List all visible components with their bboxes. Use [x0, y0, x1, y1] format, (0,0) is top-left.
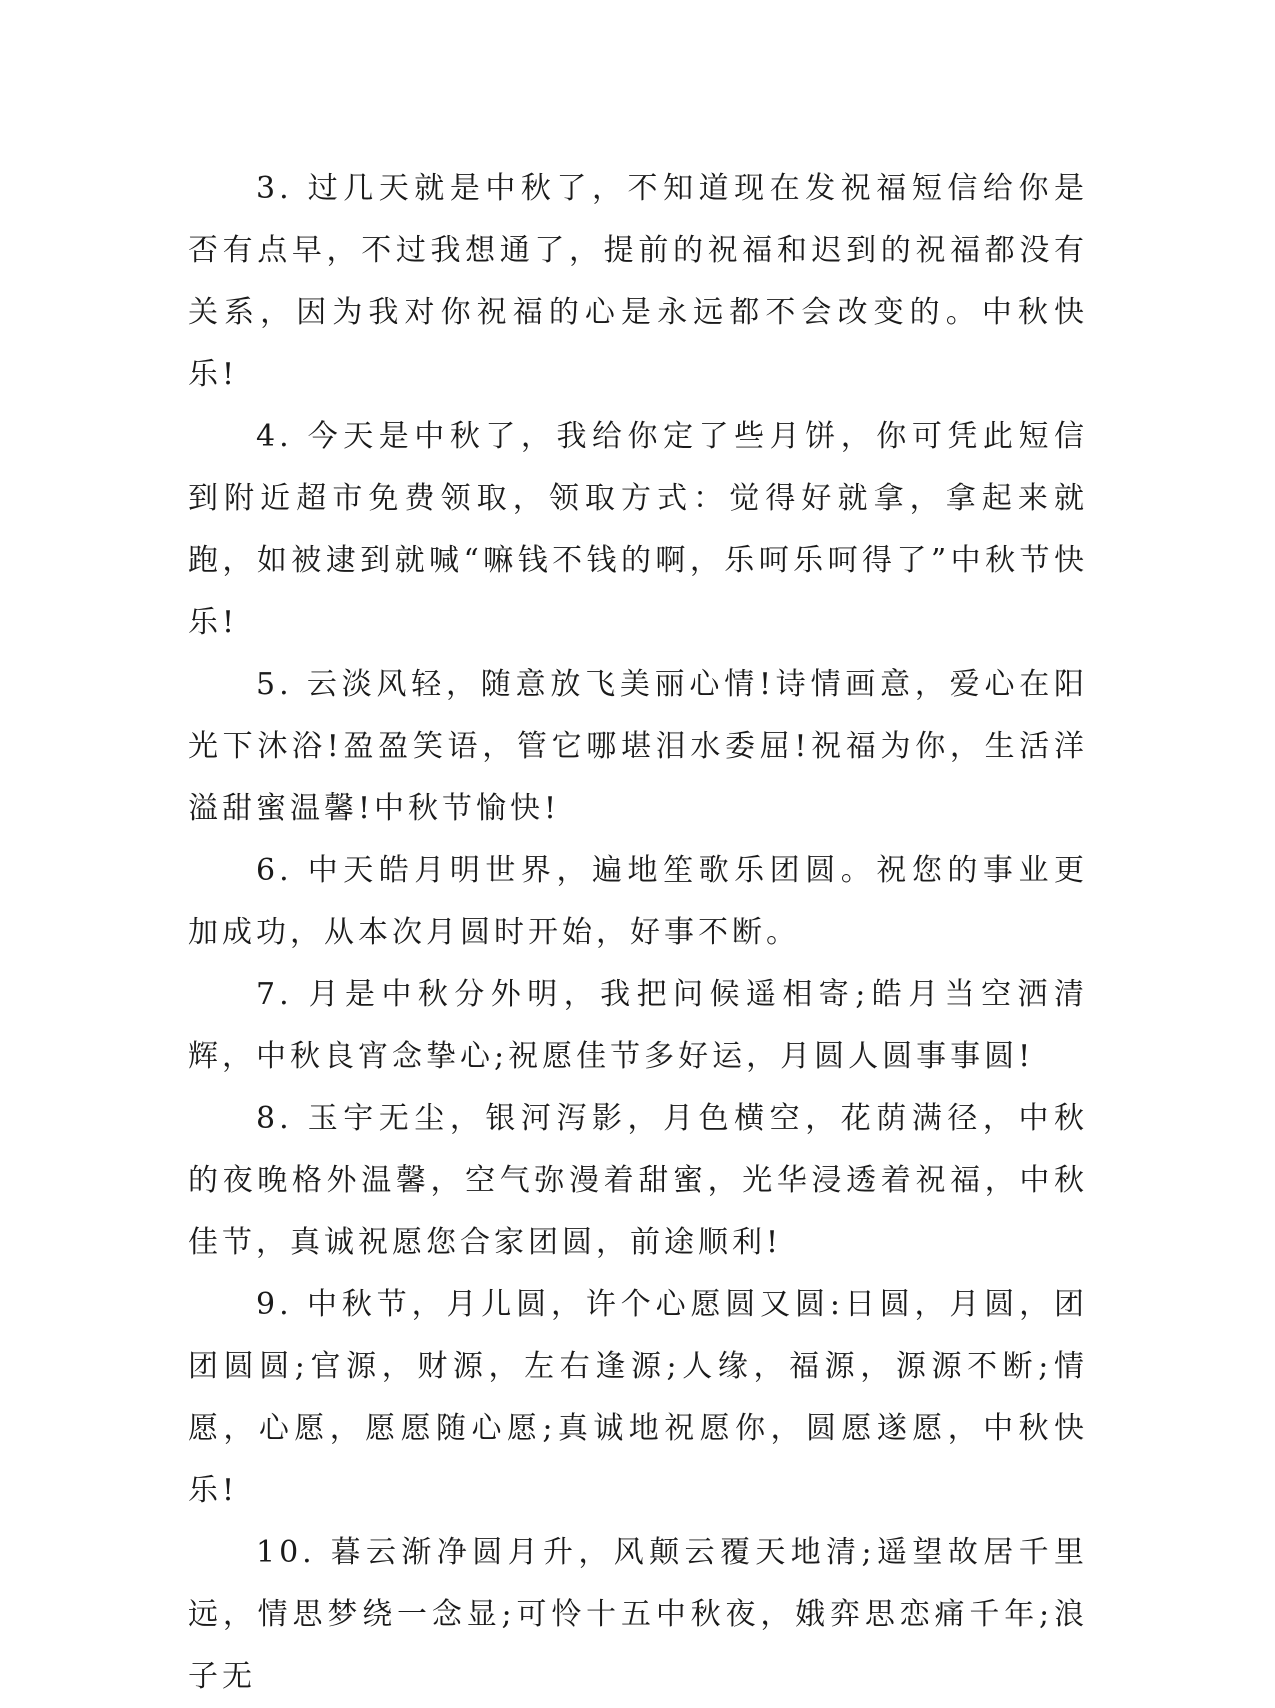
paragraph-10: 10. 暮云渐净圆月升，风颠云覆天地清;遥望故居千里远，情思梦绕一念显;可怜十五中秋夜，娥弈思恋痛千年;浪子无 [188, 1535, 1088, 1694]
paragraph-9: 9. 中秋节，月儿圆，许个心愿圆又圆:日圆，月圆，团团圆圆;官源，财源，左右逢源;人缘，福源，源源不断;情愿，心愿，愿愿随心愿;真诚地祝愿你，圆愿遂愿，中秋快乐! [188, 1287, 1088, 1508]
paragraph-3: 3. 过几天就是中秋了，不知道现在发祝福短信给你是否有点早，不过我想通了，提前的祝福和迟到的祝福都没有关系，因为我对你祝福的心是永远都不会改变的。中秋快乐! [188, 171, 1088, 392]
paragraph-4: 4. 今天是中秋了，我给你定了些月饼，你可凭此短信到附近超市免费领取，领取方式：觉得好就拿，拿起来就跑，如被逮到就喊“嘛钱不钱的啊，乐呵乐呵得了”中秋节快乐! [188, 419, 1088, 640]
paragraph-6: 6. 中天皓月明世界，遍地笙歌乐团圆。祝您的事业更加成功，从本次月圆时开始，好事不断。 [188, 853, 1088, 950]
paragraph-8: 8. 玉宇无尘，银河泻影，月色横空，花荫满径，中秋的夜晚格外温馨，空气弥漫着甜蜜，光华浸透着祝福，中秋佳节，真诚祝愿您合家团圆，前途顺利! [188, 1101, 1088, 1260]
paragraph-7: 7. 月是中秋分外明，我把问候遥相寄;皓月当空洒清辉，中秋良宵念挚心;祝愿佳节多好运，月圆人圆事事圆! [188, 977, 1088, 1074]
document-body [188, 158, 1088, 1708]
paragraph-5: 5. 云淡风轻，随意放飞美丽心情!诗情画意，爱心在阳光下沐浴!盈盈笑语，管它哪堪泪水委屈!祝福为你，生活洋溢甜蜜温馨!中秋节愉快! [188, 667, 1088, 826]
